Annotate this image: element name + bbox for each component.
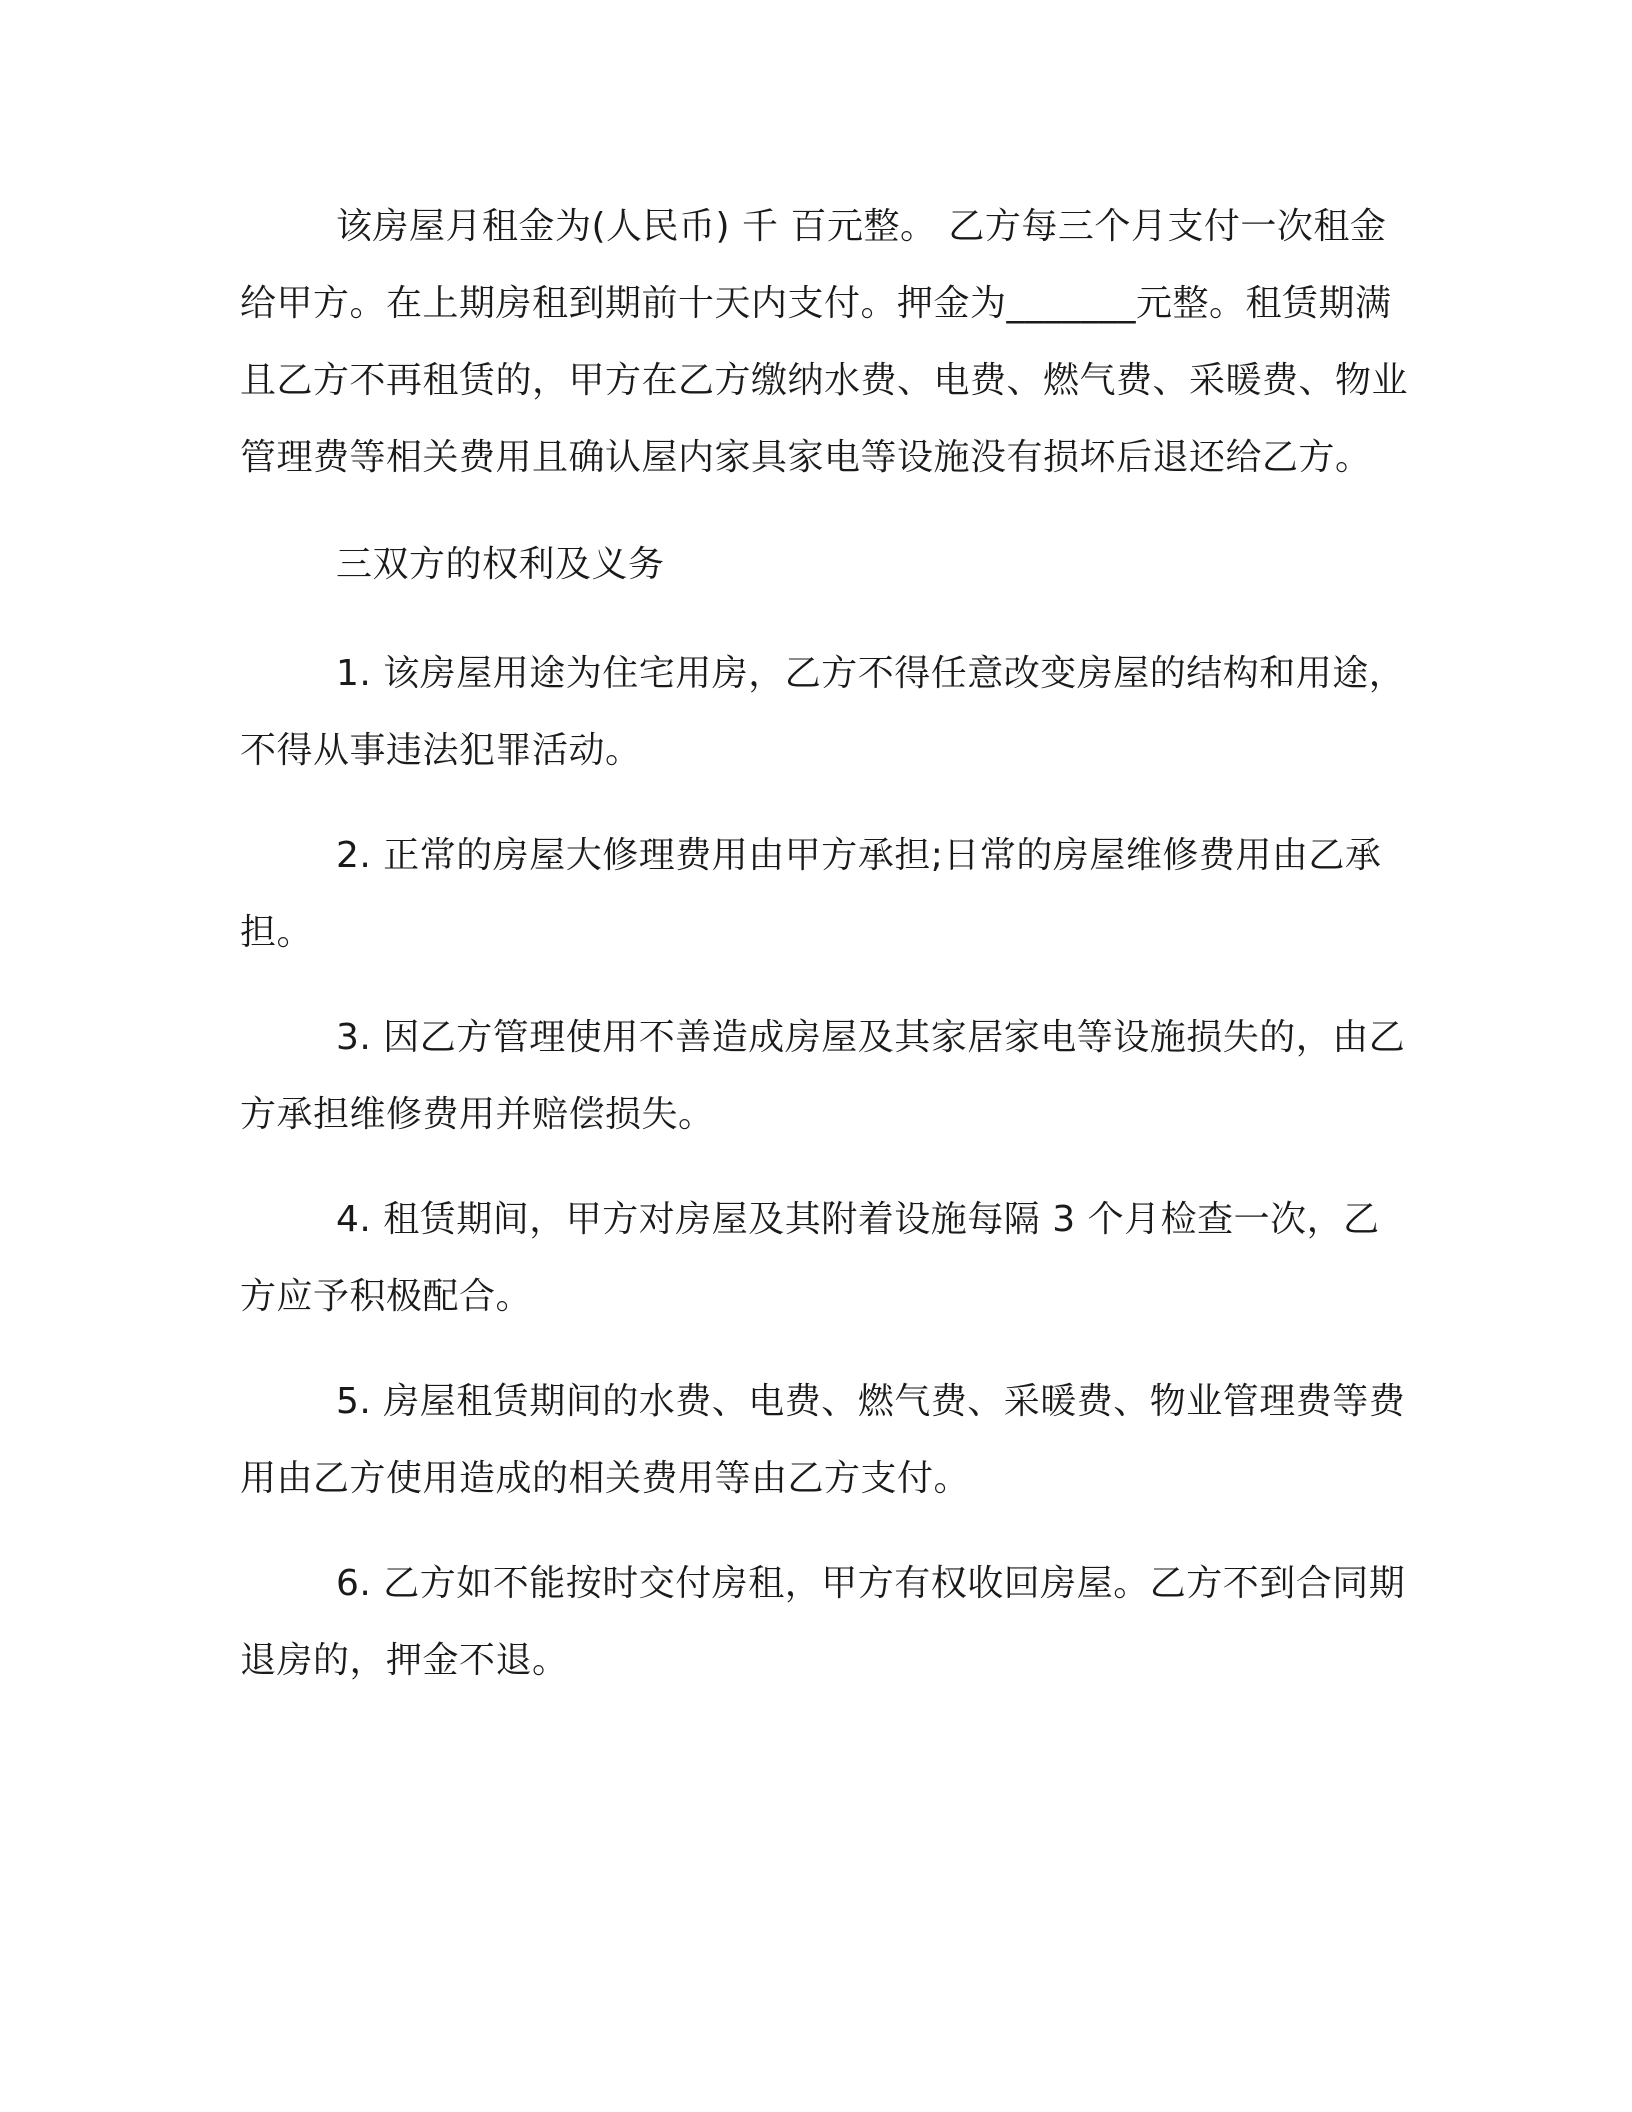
clause-2: 2. 正常的房屋大修理费用由甲方承担;日常的房屋维修费用由乙承担。 bbox=[240, 835, 1382, 953]
clause-4: 4. 租赁期间，甲方对房屋及其附着设施每隔 3 个月检查一次，乙方应予积极配合。 bbox=[240, 1199, 1380, 1317]
rights-obligations-heading: 三双方的权利及义务 bbox=[336, 544, 665, 585]
clause-3: 3. 因乙方管理使用不善造成房屋及其家居家电等设施损失的，由乙方承担维修费用并赔偿损失。 bbox=[240, 1017, 1406, 1135]
clause-6: 6. 乙方如不能按时交付房租，甲方有权收回房屋。乙方不到合同期退房的，押金不退。 bbox=[240, 1563, 1406, 1681]
clause-5: 5. 房屋租赁期间的水费、电费、燃气费、采暖费、物业管理费等费用由乙方使用造成的相关费用等由乙方支付。 bbox=[240, 1381, 1406, 1499]
document-body bbox=[240, 188, 1410, 1699]
clause-1: 1. 该房屋用途为住宅用房，乙方不得任意改变房屋的结构和用途，不得从事违法犯罪活动。 bbox=[240, 653, 1406, 771]
rent-deposit-paragraph: 该房屋月租金为(人民币) 千 百元整。 乙方每三个月支付一次租金给甲方。在上期房租到期前十天内支付。押金为_______元整。租赁期满且乙方不再租赁的，甲方在乙方缴纳水费、电费、燃气费、采暖费、物业管理费等相关费用且确认屋内家具家电等设施没有损坏后退还给乙方。 bbox=[240, 206, 1409, 478]
